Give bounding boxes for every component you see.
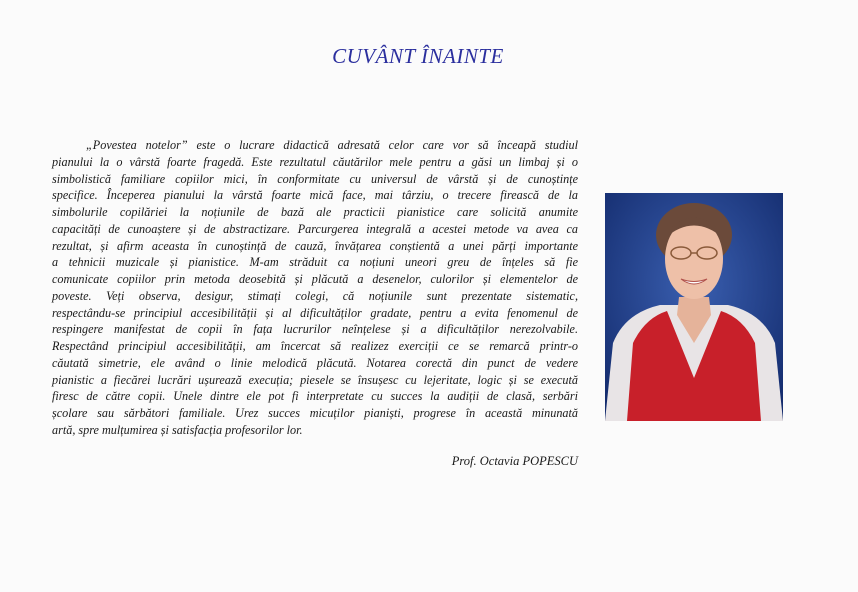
- paragraph-line: pianului la o vârstă foarte fragedă. Este rezultatul căutărilor mele pentru a găsi un limbaj și o: [52, 154, 578, 169]
- paragraph-line: firesc de către copii. Unele dintre ele pot fi interpretate cu succes la audiții de clasă, serbări: [52, 389, 578, 404]
- paragraph-line: simbolurile copilăriei la noțiunile de bază ale practicii pianistice care solicită anumite: [52, 205, 578, 219]
- paragraph-line: pianistic a fiecărei lucrări ușurează execuția; piesele se însușesc cu lejeritate, logic și se execută: [52, 372, 578, 387]
- paragraph-line: capacități de cunoaștere și de abstractizare. Parcurgerea integrală a acestei metode va avea ca: [52, 221, 578, 236]
- page-title: CUVÂNT ÎNAINTE: [332, 44, 504, 68]
- paragraph-line: simbolistică familiare copiilor mici, în conformitate cu universul de vârstă și de cunoștințe: [52, 171, 578, 186]
- author-portrait: [605, 193, 783, 421]
- paragraph-line: căutată simetrie, ele având o linie melodică plăcută. Notarea corectă din punct de vedere: [52, 355, 578, 370]
- foreword-paragraph: [52, 137, 578, 439]
- paragraph-line: comunicate copiilor prin metoda deosebită și plăcută a desenelor, culorilor și elementelor de: [52, 272, 578, 286]
- paragraph-line: școlare sau sărbători familiale. Urez succes micuților pianiști, progrese în această minunată: [52, 406, 578, 420]
- paragraph-line: a tehnicii muzicale și pianistice. M-am străduit ca noțiuni uneori greu de înțeles să fie: [52, 255, 578, 270]
- author-signature: Prof. Octavia POPESCU: [451, 454, 578, 468]
- paragraph-line: „Povestea notelor” este o lucrare didactică adresată celor care vor să înceapă studiul: [86, 138, 578, 152]
- paragraph-line: artă, spre mulțumirea și satisfacția profesorilor lor.: [52, 422, 303, 437]
- paragraph-line: rezultat, și afirm aceasta în cunoștință de cauză, învățarea conștientă a unei părți importante: [52, 238, 578, 253]
- paragraph-line: respectându-se principiul accesibilității și al dificultăților gradate, pentru a evita fenomenul de: [52, 305, 578, 320]
- paragraph-line: specifice. Începerea pianului la vârstă foarte mică face, mai târziu, o trecere firească de la: [52, 188, 578, 203]
- paragraph-line: Respectând principiul accesibilității, am încercat să realizez exerciții ce se remarcă printr-o: [52, 339, 578, 353]
- paragraph-line: poveste. Veți observa, desigur, stimați colegi, că noțiunile sunt prezentate sistematic,: [52, 288, 578, 303]
- paragraph-line: respingere manifestat de copii în fața lucrurilor neînțelese și a dificultăților nerezolvabile.: [52, 322, 578, 337]
